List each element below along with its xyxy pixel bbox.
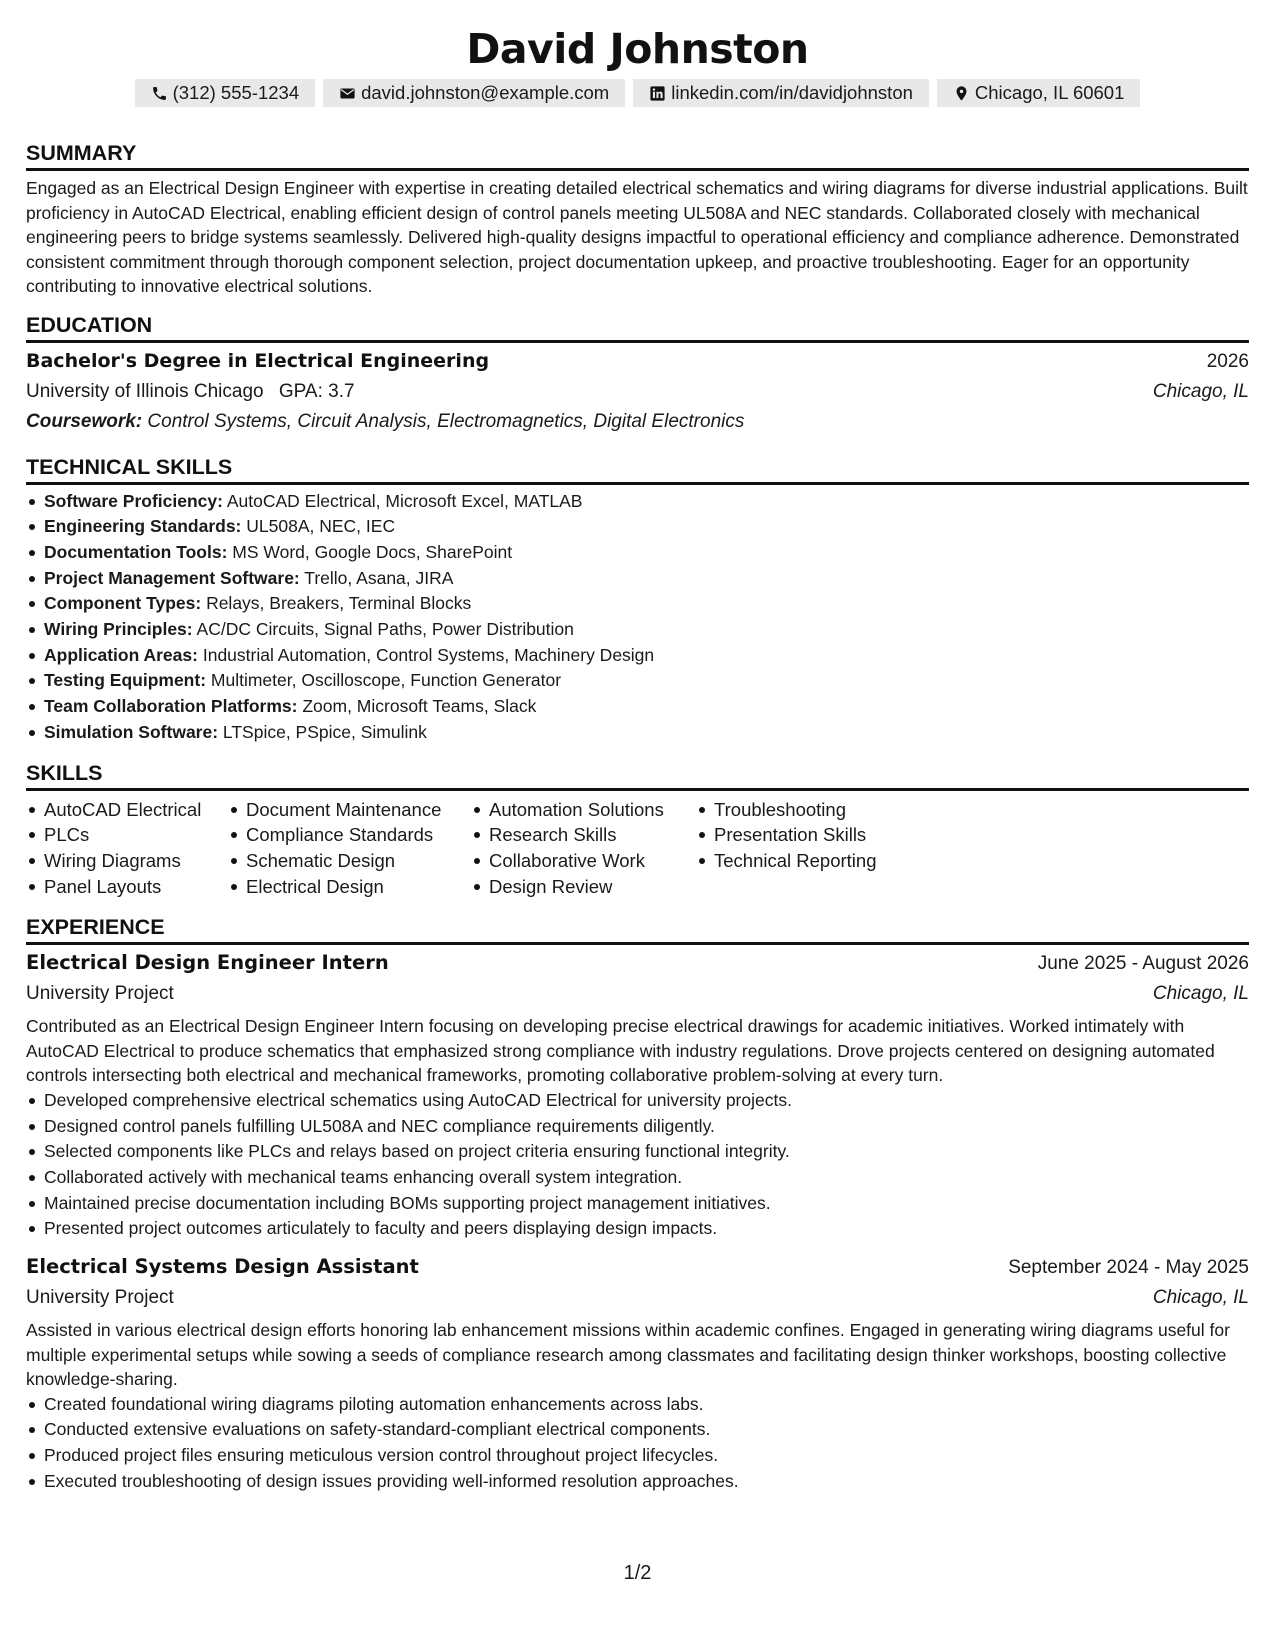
skills-column <box>471 797 696 900</box>
skill-value: MS Word, Google Docs, SharePoint <box>232 541 513 562</box>
list-item <box>44 617 1249 643</box>
skill-label: Wiring Principles: <box>44 619 193 640</box>
contact-bar <box>26 79 1249 107</box>
list-item: Produced project files ensuring meticulous version control throughout project lifecycles. <box>44 1443 1249 1469</box>
education-section <box>26 312 1249 436</box>
coursework-list: Control Systems, Circuit Analysis, Electromagnetics, Digital Electronics <box>147 410 745 432</box>
skill-value: Trello, Asana, JIRA <box>304 567 454 588</box>
list-item: Research Skills <box>489 822 696 848</box>
skill-label: Component Types: <box>44 593 202 614</box>
list-item: Compliance Standards <box>246 822 471 848</box>
experience-section <box>26 914 1249 1494</box>
coursework-label: Coursework: <box>26 410 143 432</box>
list-item: Selected components like PLCs and relays based on project criteria ensuring functional integrity. <box>44 1139 1249 1165</box>
skill-label: Testing Equipment: <box>44 670 207 691</box>
list-item: Automation Solutions <box>489 797 696 823</box>
skill-value: Relays, Breakers, Terminal Blocks <box>206 593 472 614</box>
job-title: Electrical Systems Design Assistant <box>26 1255 419 1279</box>
skill-value: UL508A, NEC, IEC <box>246 516 396 537</box>
phone-icon <box>151 85 168 102</box>
technical-skills-heading: TECHNICAL SKILLS <box>26 454 1249 485</box>
skill-value: LTSpice, PSpice, Simulink <box>222 721 427 742</box>
skills-column <box>228 797 471 900</box>
job-organization: University Project <box>26 1287 174 1309</box>
contact-phone-text: (312) 555-1234 <box>172 82 300 103</box>
contact-email-text: david.johnston@example.com <box>361 82 610 103</box>
summary-text: Engaged as an Electrical Design Engineer with expertise in creating detailed electrical schematics and wiring diagrams for diverse industrial applications. Built proficiency in AutoCAD Electrical, enabling efficient design of control panels meeting UL508A and NEC standards. Collaborated closely with mechanical engineering peers to bridge systems seamlessly. Delivered high-quality designs impactful to operational efficiency and compliance adherence. Demonstrated consistent commitment through thorough component selection, project documentation upkeep, and proactive troubleshooting. Eager for an opportunity contributing to innovative electrical solutions. <box>26 178 1248 296</box>
list-item: Created foundational wiring diagrams piloting automation enhancements across labs. <box>44 1392 1249 1418</box>
school-name: University of Illinois Chicago <box>26 380 264 402</box>
contact-email[interactable] <box>323 79 625 107</box>
graduation-year: 2026 <box>1206 350 1249 372</box>
envelope-icon <box>339 85 356 102</box>
degree-title: Bachelor's Degree in Electrical Engineering <box>26 349 490 372</box>
list-item: Executed troubleshooting of design issues providing well-informed resolution approaches. <box>44 1469 1249 1495</box>
list-item: AutoCAD Electrical <box>44 797 228 823</box>
list-item <box>44 643 1249 669</box>
skill-label: Team Collaboration Platforms: <box>44 696 298 717</box>
list-item <box>44 720 1249 746</box>
job-dates: September 2024 - May 2025 <box>1008 1257 1249 1279</box>
contact-linkedin[interactable] <box>633 79 929 107</box>
skill-label: Project Management Software: <box>44 567 300 588</box>
list-item: Designed control panels fulfilling UL508A and NEC compliance requirements diligently. <box>44 1114 1249 1140</box>
school-location: Chicago, IL <box>1152 380 1249 402</box>
list-item: Panel Layouts <box>44 874 228 900</box>
list-item <box>44 540 1249 566</box>
skill-value: Industrial Automation, Control Systems, Machinery Design <box>202 644 655 665</box>
skills-section <box>26 760 1249 900</box>
contact-phone <box>135 79 316 107</box>
list-item: Wiring Diagrams <box>44 848 228 874</box>
list-item: Presentation Skills <box>714 822 934 848</box>
technical-skills-section <box>26 454 1249 746</box>
list-item <box>44 694 1249 720</box>
list-item: Troubleshooting <box>714 797 934 823</box>
education-heading: EDUCATION <box>26 312 1249 343</box>
list-item: Presented project outcomes articulately to faculty and peers displaying design impacts. <box>44 1216 1249 1242</box>
technical-skills-list <box>26 489 1249 746</box>
skills-grid <box>26 797 1249 900</box>
list-item: PLCs <box>44 822 228 848</box>
list-item <box>44 591 1249 617</box>
list-item: Electrical Design <box>246 874 471 900</box>
map-marker-icon <box>953 85 970 102</box>
job-bullets <box>26 1088 1249 1242</box>
list-item: Collaborated actively with mechanical teams enhancing overall system integration. <box>44 1165 1249 1191</box>
summary-heading: SUMMARY <box>26 140 1249 171</box>
coursework-line <box>26 407 1249 436</box>
skill-value: AC/DC Circuits, Signal Paths, Power Distribution <box>196 619 574 640</box>
skill-label: Documentation Tools: <box>44 541 228 562</box>
skill-value: AutoCAD Electrical, Microsoft Excel, MATLAB <box>226 490 583 511</box>
list-item: Design Review <box>489 874 696 900</box>
list-item: Maintained precise documentation including BOMs supporting project management initiatives. <box>44 1191 1249 1217</box>
candidate-name: David Johnston <box>466 25 809 73</box>
skill-label: Simulation Software: <box>44 721 219 742</box>
list-item <box>44 668 1249 694</box>
gpa: GPA: 3.7 <box>278 380 355 402</box>
job-entry <box>26 948 1249 1242</box>
list-item <box>44 514 1249 540</box>
job-organization: University Project <box>26 983 174 1005</box>
list-item <box>44 489 1249 515</box>
contact-linkedin-text: linkedin.com/in/davidjohnston <box>671 82 913 103</box>
contact-location-text: Chicago, IL 60601 <box>974 82 1125 103</box>
page-number: 1/2 <box>623 1562 652 1584</box>
list-item: Conducted extensive evaluations on safety-standard-compliant electrical components. <box>44 1417 1249 1443</box>
list-item: Document Maintenance <box>246 797 471 823</box>
job-location: Chicago, IL <box>1152 1287 1249 1309</box>
list-item: Developed comprehensive electrical schematics using AutoCAD Electrical for university projects. <box>44 1088 1249 1114</box>
linkedin-icon <box>649 85 666 102</box>
school-line <box>26 377 355 406</box>
skill-value: Zoom, Microsoft Teams, Slack <box>302 696 537 717</box>
list-item: Technical Reporting <box>714 848 934 874</box>
job-location: Chicago, IL <box>1152 983 1249 1005</box>
job-summary: Contributed as an Electrical Design Engineer Intern focusing on developing precise electrical drawings for academic initiatives. Worked intimately with AutoCAD Electrical to produce schematics that emphasized strong compliance with industry regulations. Drove projects centered on designing automated controls intersecting both electrical and mechanical frameworks, promoting collaborative problem-solving at every turn. <box>26 1016 1215 1086</box>
job-dates: June 2025 - August 2026 <box>1037 953 1249 975</box>
skill-label: Engineering Standards: <box>44 516 242 537</box>
contact-location <box>937 79 1140 107</box>
job-summary: Assisted in various electrical design efforts honoring lab enhancement missions within academic confines. Engaged in generating wiring diagrams useful for multiple experimental setups while sowing a seeds of compliance research among classmates and facilitating design thinker workshops, boosting collective knowledge-sharing. <box>26 1320 1230 1390</box>
experience-heading: EXPERIENCE <box>26 914 1249 945</box>
skill-label: Software Proficiency: <box>44 490 223 511</box>
list-item <box>44 566 1249 592</box>
list-item: Schematic Design <box>246 848 471 874</box>
skills-column <box>696 797 934 900</box>
skills-heading: SKILLS <box>26 760 1249 791</box>
job-entry <box>26 1252 1249 1494</box>
summary-section <box>26 140 1249 299</box>
job-bullets <box>26 1392 1249 1495</box>
list-item: Collaborative Work <box>489 848 696 874</box>
job-title: Electrical Design Engineer Intern <box>26 951 389 975</box>
skills-column <box>26 797 228 900</box>
skill-value: Multimeter, Oscilloscope, Function Generator <box>210 670 562 691</box>
skill-label: Application Areas: <box>44 644 198 665</box>
